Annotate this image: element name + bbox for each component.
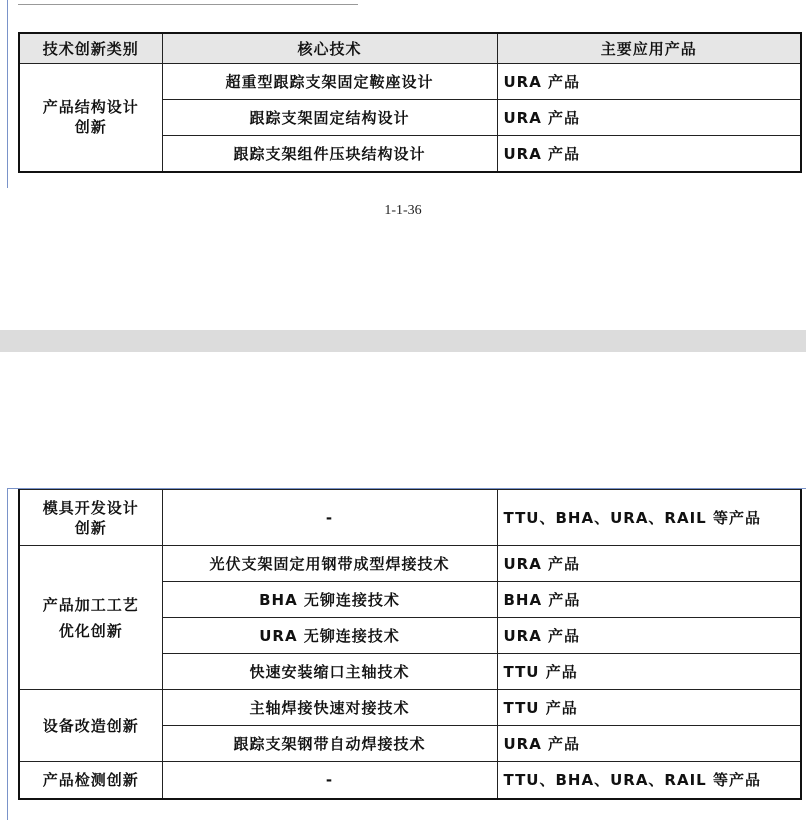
- tech-cell: 跟踪支架钢带自动焊接技术: [162, 726, 497, 762]
- product-cell: URA 产品: [497, 618, 801, 654]
- tech-cell: 超重型跟踪支架固定鞍座设计: [162, 63, 497, 99]
- table-row: [19, 63, 801, 99]
- product-cell: TTU、BHA、URA、RAIL 等产品: [497, 490, 801, 546]
- category-cell: [19, 490, 162, 546]
- category-cell: 设备改造创新: [19, 690, 162, 762]
- tech-cell: 跟踪支架组件压块结构设计: [162, 135, 497, 172]
- category-label: 产品结构设计创新: [42, 98, 139, 137]
- page-separator: [0, 330, 806, 352]
- page-left-border: [7, 488, 8, 820]
- page-number: 1-1-36: [384, 203, 422, 218]
- table-header-row: [19, 33, 801, 63]
- product-cell: TTU、BHA、URA、RAIL 等产品: [497, 762, 801, 799]
- product-cell: TTU 产品: [497, 654, 801, 690]
- document-page-lower: [0, 352, 806, 820]
- table-row: [19, 690, 801, 726]
- product-cell: URA 产品: [497, 546, 801, 582]
- page-left-border: [7, 0, 8, 188]
- product-cell: URA 产品: [497, 63, 801, 99]
- tech-cell: URA 无铆连接技术: [162, 618, 497, 654]
- table-row: [19, 762, 801, 799]
- table-row: [19, 546, 801, 582]
- tech-innovation-table-upper: [18, 32, 802, 173]
- category-cell: [19, 63, 162, 172]
- tech-cell: 光伏支架固定用钢带成型焊接技术: [162, 546, 497, 582]
- product-cell: BHA 产品: [497, 582, 801, 618]
- category-label: 模具开发设计创新: [42, 498, 139, 537]
- header-category: 技术创新类别: [19, 33, 162, 63]
- header-core-tech: 核心技术: [162, 33, 497, 63]
- tech-cell: 快速安装缩口主轴技术: [162, 654, 497, 690]
- category-label: 产品加工工艺优化创新: [42, 595, 139, 640]
- category-cell: 产品检测创新: [19, 762, 162, 799]
- clipped-previous-text: [18, 0, 358, 5]
- tech-cell: -: [162, 762, 497, 799]
- header-product: 主要应用产品: [497, 33, 801, 63]
- document-page-upper: [0, 0, 806, 330]
- tech-cell: 跟踪支架固定结构设计: [162, 99, 497, 135]
- tech-cell: BHA 无铆连接技术: [162, 582, 497, 618]
- category-cell: [19, 546, 162, 690]
- product-cell: TTU 产品: [497, 690, 801, 726]
- product-cell: URA 产品: [497, 99, 801, 135]
- tech-cell: -: [162, 490, 497, 546]
- tech-innovation-table-lower: [18, 489, 802, 800]
- product-cell: URA 产品: [497, 726, 801, 762]
- product-cell: URA 产品: [497, 135, 801, 172]
- tech-cell: 主轴焊接快速对接技术: [162, 690, 497, 726]
- table-row: [19, 490, 801, 546]
